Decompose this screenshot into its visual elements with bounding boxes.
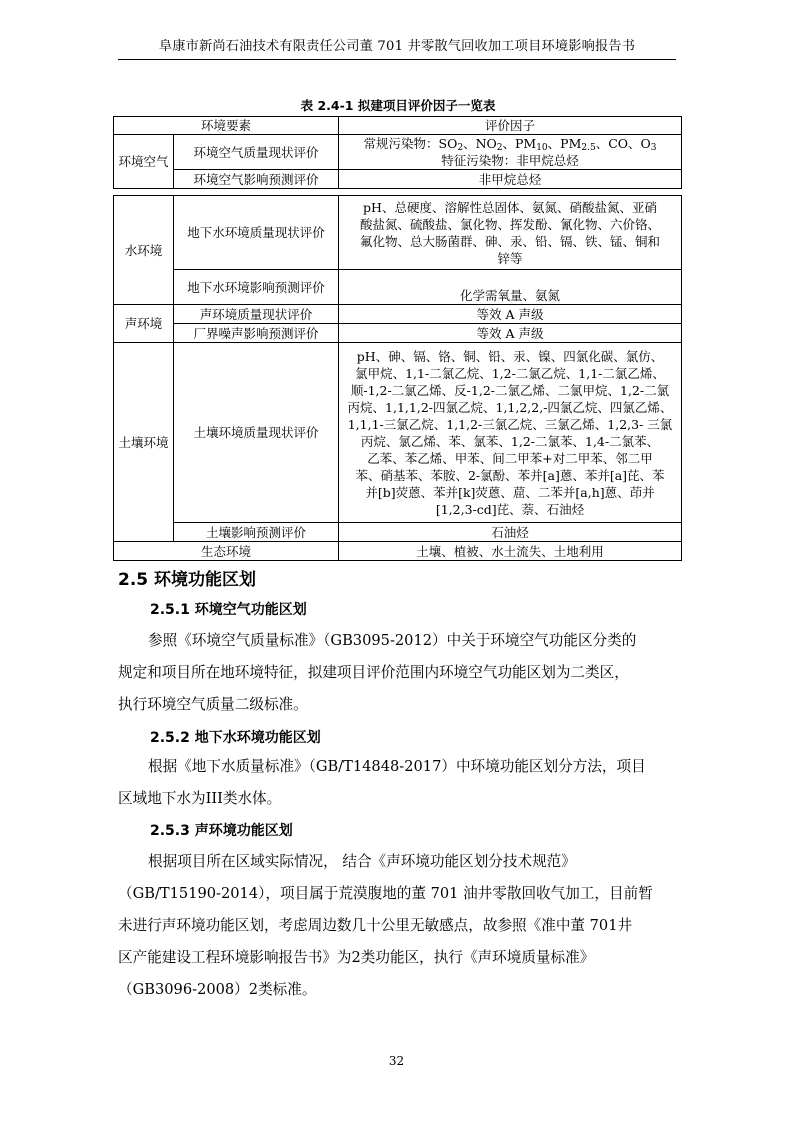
group-water: 水环境 [114,196,174,305]
group-air: 环境空气 [114,135,174,189]
table-row [114,324,682,343]
factor-table-main [113,195,682,561]
paragraph-air: 参照《环境空气质量标准》（GB3095-2012）中关于环境空气功能区分类的 规定和项目所在地环境特征，拟建项目评价范围内环境空气功能区划为二类区， 执行环境空气质量二级标准。 [118,632,637,713]
group-eco: 生态环境 [114,542,339,561]
row-label: 环境空气质量现状评价 [174,135,339,170]
subsection-heading-air: 2.5.1 环境空气功能区划 [150,602,307,618]
table-row [114,343,682,523]
row-value: 化学需氧量、氨氮 [339,270,682,305]
table-row [114,305,682,324]
row-value [339,135,682,170]
group-soil: 土壤环境 [114,343,174,542]
paragraph-groundwater: 根据《地下水质量标准》（GB/T14848-2017）中环境功能区划分方法，项目 区域地下水为III类水体。 [118,758,646,807]
row-value: pH、总硬度、溶解性总固体、氨氮、硝酸盐氮、亚硝 酸盐氮、硫酸盐、氯化物、挥发酚、氰化物、六价铬、 氟化物、总大肠菌群、砷、汞、铅、镉、铁、锰、铜和 锌等 [339,196,682,270]
table-row [114,135,682,170]
row-label: 土壤环境质量现状评价 [174,343,339,523]
row-label: 厂界噪声影响预测评价 [174,324,339,343]
row-value: 等效 A 声级 [339,305,682,324]
table-title: 表 2.4-1 拟建项目评价因子一览表 [300,98,496,113]
col-header-element: 环境要素 [114,117,339,135]
row-label: 环境空气影响预测评价 [174,170,339,189]
row-label: 地下水环境影响预测评价 [174,270,339,305]
row-value: pH、砷、镉、铬、铜、铅、汞、镍、四氯化碳、氯仿、 氯甲烷、1,1-二氯乙烷、1,2-二氯乙烷、1,1-二氯乙烯、 顺-1,2-二氯乙烯、反-1,2-二氯乙烯、二氯甲烷、1,2-二氯 丙烷、1,1,1,2-四氯乙烷、1,1,2,2,-四氯乙烷、四氯乙烯、 1,1,1-三氯乙烷、1,1,2-三氯乙烷、三氯乙烯、1,2,3- 三氯 丙烷、氯乙烯、苯、氯苯、1,2-二氯苯、1,4-二氯苯、 乙苯、苯乙烯、甲苯、间二甲苯+对二甲苯、邻二甲 苯、硝基苯、苯胺、2-氯酚、苯并[a]蒽、苯并[a]芘、苯 并[b]荧蒽、苯并[k]荧蒽、䓛、二苯并[a,h]蒽、茚并 [1,2,3-cd]芘、萘、石油烃 [339,343,682,523]
row-value: 土壤、植被、水土流失、土地利用 [339,542,682,561]
row-label: 声环境质量现状评价 [174,305,339,324]
page-header: 阜康市新尚石油技术有限责任公司董 701 井零散气回收加工项目环境影响报告书 [158,39,636,54]
group-noise: 声环境 [114,305,174,343]
section-heading: 2.5 环境功能区划 [118,570,257,590]
header-rule [118,59,676,60]
table-row [114,196,682,270]
page-number: 32 [388,1054,405,1068]
subsection-heading-noise: 2.5.3 声环境功能区划 [150,823,293,839]
table-row [114,542,682,561]
table-row [114,270,682,305]
table-row [114,523,682,542]
row-label: 土壤影响预测评价 [174,523,339,542]
table-row [114,170,682,189]
air-pollutants-line: 常规污染物：$SO_2$、$NO_2$、$PM_{10}$、$PM_{2.5}$、CO、$O_3$ [363,136,657,153]
row-value: 等效 A 声级 [339,324,682,343]
table-header-row [114,117,682,135]
subsection-heading-groundwater: 2.5.2 地下水环境功能区划 [150,730,321,746]
col-header-factors: 评价因子 [339,117,682,135]
row-label: 地下水环境质量现状评价 [174,196,339,270]
air-feature-line: 特征污染物：非甲烷总烃 [441,153,579,168]
factor-table-air [113,116,682,189]
row-value: 石油烃 [339,523,682,542]
paragraph-noise: 根据项目所在区域实际情况， 结合《声环境功能区划分技术规范》 （GB/T15190-2014），项目属于荒漠腹地的董 701 油井零散回收气加工，目前暂 未进行声环境功能区划，考虑周边数几十公里无敏感点，故参照《准中董 701井 区产能建设工程环境影响报告书》为2类功能区，执行《声环境质量标准》 （GB3096-2008）2类标准。 [118,853,653,998]
row-value: 非甲烷总烃 [339,170,682,189]
